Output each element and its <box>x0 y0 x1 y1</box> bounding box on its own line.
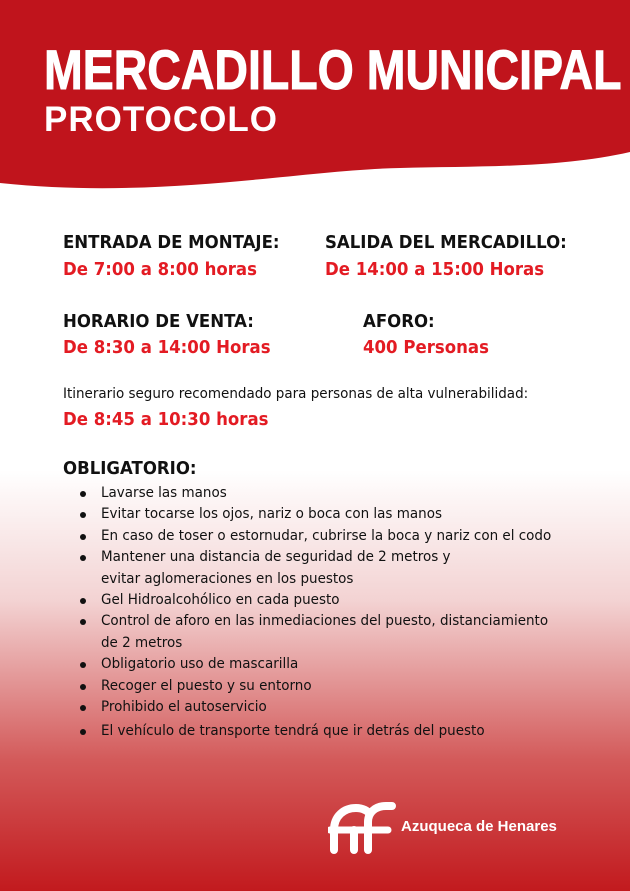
list-item: Control de aforo en las inmediaciones del puesto, distanciamiento de 2 metros <box>80 611 580 654</box>
entrada-label: ENTRADA DE MONTAJE: <box>63 232 280 253</box>
itinerary-hours: De 8:45 a 10:30 horas <box>63 409 269 430</box>
bullet-icon <box>80 684 86 690</box>
bullet-icon <box>80 512 86 518</box>
list-item: En caso de toser o estornudar, cubrirse la boca y nariz con el codo <box>80 526 580 547</box>
azuqueca-logo-icon <box>328 800 396 861</box>
aforo-value: 400 Personas <box>363 337 489 358</box>
bullet-icon <box>80 598 86 604</box>
logo-text: Azuqueca de Henares <box>401 818 557 835</box>
entrada-value: De 7:00 a 8:00 horas <box>63 259 257 280</box>
bullet-icon <box>80 534 86 540</box>
bullet-icon <box>80 729 86 735</box>
list-item: Mantener una distancia de seguridad de 2 metros y evitar aglomeraciones en los puestos <box>80 547 580 590</box>
bullet-icon <box>80 662 86 668</box>
list-item: Gel Hidroalcohólico en cada puesto <box>80 590 580 611</box>
page-subtitle: PROTOCOLO <box>44 100 278 139</box>
bullet-icon <box>80 705 86 711</box>
list-item: El vehículo de transporte tendrá que ir detrás del puesto <box>80 721 580 742</box>
itinerary-note: Itinerario seguro recomendado para personas de alta vulnerabilidad: <box>63 386 529 402</box>
salida-value: De 14:00 a 15:00 Horas <box>325 259 545 280</box>
venta-label: HORARIO DE VENTA: <box>63 311 254 332</box>
list-item: Prohibido el autoservicio <box>80 697 580 718</box>
list-item: Lavarse las manos <box>80 483 580 504</box>
rules-heading: OBLIGATORIO: <box>63 458 197 479</box>
salida-label: SALIDA DEL MERCADILLO: <box>325 232 567 253</box>
bullet-icon <box>80 555 86 561</box>
page-title: MERCADILLO MUNICIPAL <box>44 38 622 101</box>
aforo-label: AFORO: <box>363 311 435 332</box>
rules-list <box>80 483 580 743</box>
list-item: Evitar tocarse los ojos, nariz o boca con las manos <box>80 504 580 525</box>
venta-value: De 8:30 a 14:00 Horas <box>63 337 271 358</box>
bullet-icon <box>80 491 86 497</box>
list-item: Recoger el puesto y su entorno <box>80 676 580 697</box>
bullet-icon <box>80 619 86 625</box>
list-item: Obligatorio uso de mascarilla <box>80 654 580 675</box>
header-banner <box>0 0 630 200</box>
